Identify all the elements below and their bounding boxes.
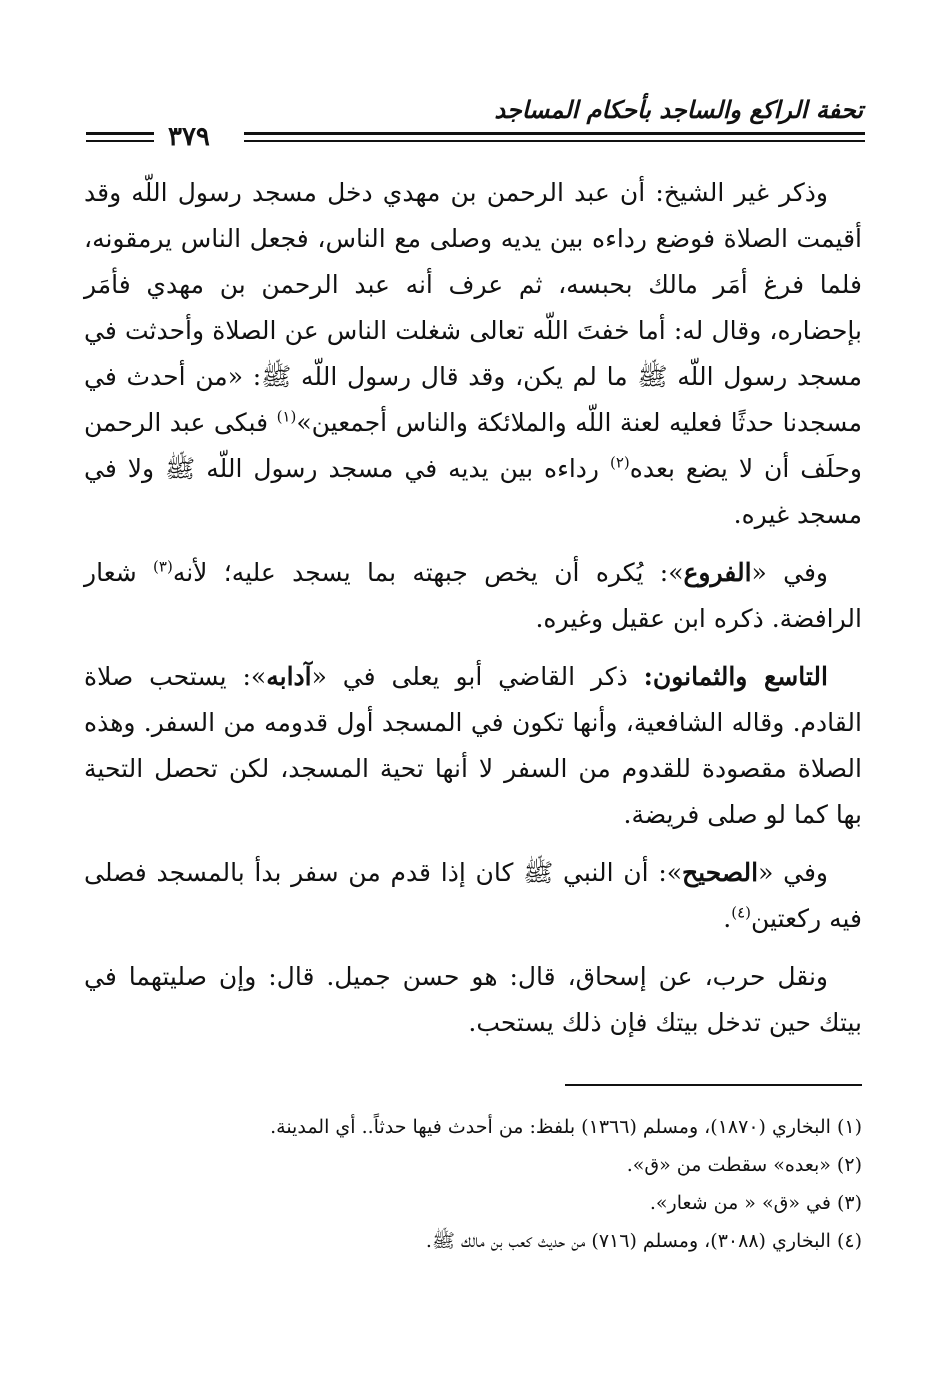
footnote-3: (٣) في «ق» « من شعار». [649, 1192, 862, 1214]
paragraph-1-text: وذكر غير الشيخ: أن عبد الرحمن بن مهدي دخل مسجد رسول اللّه وقد أقيمت الصلاة فوضع رداءه بين يديه وصلى مع الناس، فجعل الناس يرمقونه، فلما فرغ أمَر مالك بحبسه، ثم عرف أنه عبد الرحمن بن مهدي فأمَر بإحضاره، وقال له: أما خفتَ اللّه تعالى شغلت الناس عن الصلاة وأحدثت في مسجد رسول اللّه ﷺ ما لم يكن، وقد قال رسول اللّه ﷺ: «من أحدث في مسجدنا حدثًا فعليه لعنة اللّه والملائكة والناس أجمعين» [84, 178, 862, 437]
paragraph-2-text-2: شعار الرافضة. ذكره ابن عقيل وغيره. [84, 558, 862, 633]
paragraph-5 [84, 954, 862, 1046]
footnote-1: (١) البخاري (١٨٧٠)، ومسلم (١٣٦٦) بلفظ: من أحدث فيها حدثاً.. أي المدينة. [270, 1116, 862, 1138]
header-rule-right-thick [244, 132, 865, 135]
header-rule-left-thin [86, 140, 154, 142]
paragraph-3-text-2: »: يستحب صلاة القادم. وقاله الشافعية، وأنها تكون في المسجد أول قدومه من السفر. وهذه الصلاة مقصودة للقدوم من السفر لا أنها تحية المسجد، لكن تحصل التحية بها كما لو صلى فريضة. [84, 662, 862, 829]
footnote-ref-1: (١) [276, 407, 297, 426]
paragraph-5-text: ونقل حرب، عن إسحاق، قال: هو حسن جميل. قال: وإن صليتهما في بيتك حين تدخل بيتك فإن ذلك يستحب. [84, 962, 862, 1037]
footnote-ref-2: (٢) [609, 453, 630, 472]
paragraph-2 [84, 550, 862, 642]
paragraph-3-heading: التاسع والثمانون: [643, 662, 828, 691]
footnote-2: (٢) «بعده» سقطت من «ق». [626, 1154, 862, 1176]
paragraph-1-text-2: فبكى عبد الرحمن وحلَف أن لا يضع بعده [84, 408, 862, 483]
footnote-4: (٤) البخاري (٣٠٨٨)، ومسلم (٧١٦) من حديث كعب بن مالك ﷺ. [425, 1230, 862, 1252]
paragraph-2-lead: وفي « [751, 558, 828, 587]
main-text [84, 170, 862, 1058]
paragraph-2-source: الفروع [683, 558, 752, 587]
footnote-ref-4: (٤) [731, 903, 751, 922]
paragraph-2-text: »: يُكره أن يخص جبهته بما يسجد عليه؛ لأنه [172, 558, 684, 587]
footnote-ref-3: (٣) [153, 557, 173, 576]
footnote-separator [565, 1084, 862, 1086]
header-rule-right-thin [244, 140, 865, 142]
header-rule-left-thick [86, 132, 154, 135]
paragraph-4-source: الصحيح [682, 858, 759, 887]
paragraph-1 [84, 170, 862, 538]
paragraph-4-text-2: . [723, 904, 732, 933]
paragraph-3-text: ذكر القاضي أبو يعلى في « [311, 662, 644, 691]
paragraph-4-lead: وفي « [758, 858, 829, 887]
paragraph-3 [84, 654, 862, 838]
paragraph-4-text: »: أن النبي ﷺ كان إذا قدم من سفر بدأ بالمسجد فصلى فيه ركعتين [84, 858, 862, 933]
page-number: ٣٧٩ [168, 122, 210, 152]
running-title: تحفة الراكع والساجد بأحكام المساجد [494, 95, 863, 124]
footnotes [84, 1108, 862, 1260]
paragraph-1-text-3: رداءه بين يديه في مسجد رسول اللّه ﷺ ولا في مسجد غيره. [84, 454, 862, 529]
paragraph-3-source: آدابه [266, 662, 312, 691]
paragraph-4 [84, 850, 862, 942]
